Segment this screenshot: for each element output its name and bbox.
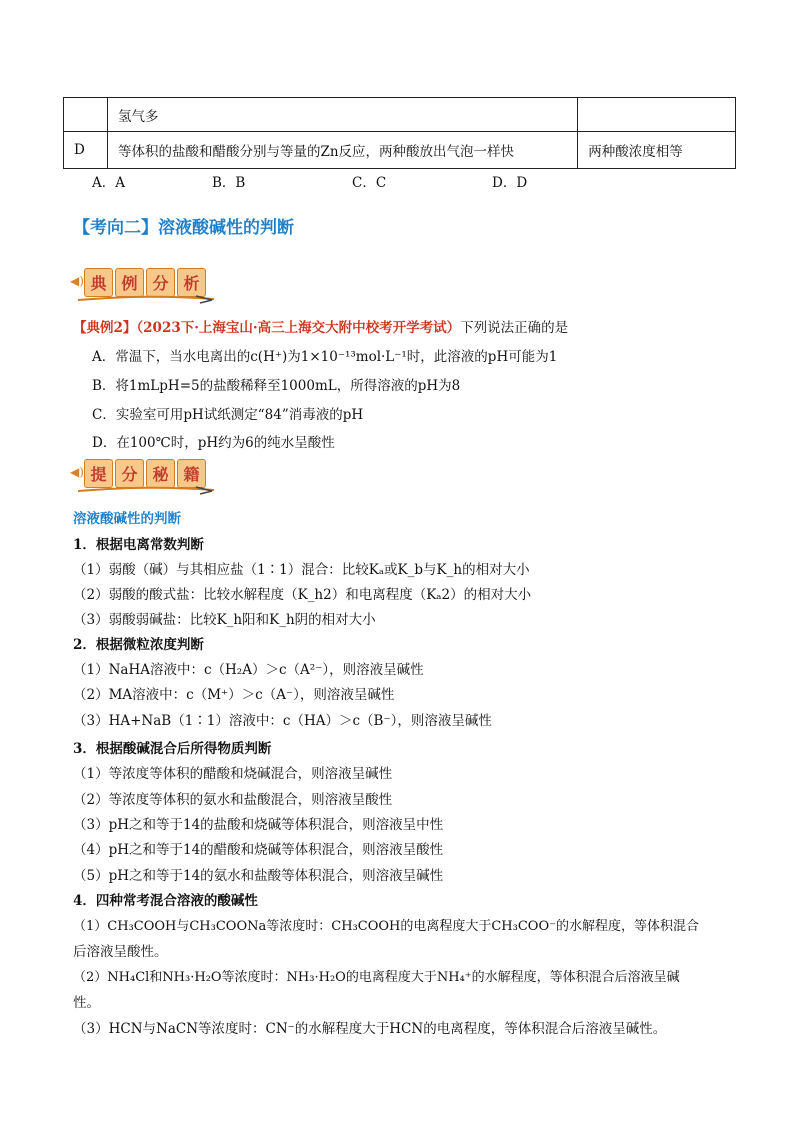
banner-char: 例 xyxy=(115,268,144,297)
banner-char: 析 xyxy=(177,268,206,297)
option-b[interactable]: B．将1mLpH=5的盐酸稀释至1000mL，所得溶液的pH为8 xyxy=(92,378,461,394)
swoosh-decoration xyxy=(76,294,216,304)
example-analysis-banner xyxy=(70,268,230,304)
option-c[interactable]: C．实验室可用pH试纸测定“84”消毒液的pH xyxy=(92,407,364,423)
example-header xyxy=(73,316,568,336)
tip-line: （4）pH之和等于14的醋酸和烧碱等体积混合，则溶液呈酸性 xyxy=(73,842,444,858)
tip-line: （1）等浓度等体积的醋酸和烧碱混合，则溶液呈碱性 xyxy=(73,766,393,782)
tip-line: （3）pH之和等于14的盐酸和烧碱等体积混合，则溶液呈中性 xyxy=(73,817,444,833)
speaker-icon: ◀) xyxy=(70,274,84,288)
tips-heading: 溶液酸碱性的判断 xyxy=(73,511,181,527)
tip-line: 后溶液呈酸性。 xyxy=(73,944,168,960)
tip-line: （3）HA+NaB（1∶1）溶液中：c（HA）＞c（B⁻），则溶液呈碱性 xyxy=(73,713,492,729)
tip-line: （1）NaHA溶液中：c（H₂A）＞c（A²⁻），则溶液呈碱性 xyxy=(73,662,424,678)
example-question: 下列说法正确的是 xyxy=(460,320,569,336)
banner-char: 分 xyxy=(115,459,144,488)
tip-line: 性。 xyxy=(73,995,100,1011)
choice-d[interactable]: D．D xyxy=(492,175,528,191)
example-tag: 【典例2】 xyxy=(73,320,137,336)
tip-line: （3）弱酸弱碱盐：比较K_h阳和K_h阴的相对大小 xyxy=(73,612,376,628)
tip-line: （2）NH₄Cl和NH₃·H₂O等浓度时：NH₃·H₂O的电离程度大于NH₄⁺的水解程度，等体积混合后溶液呈碱 xyxy=(73,970,680,985)
choice-a[interactable]: A．A xyxy=(92,175,125,191)
banner-char: 典 xyxy=(84,268,113,297)
table-cell xyxy=(578,98,736,132)
table-cell: 等体积的盐酸和醋酸分别与等量的Zn反应，两种酸放出气泡一样快 xyxy=(107,132,577,169)
banner-char: 秘 xyxy=(146,459,175,488)
tip-line: （2）等浓度等体积的氨水和盐酸混合，则溶液呈酸性 xyxy=(73,792,393,808)
banner-char: 分 xyxy=(146,268,175,297)
answer-table xyxy=(63,97,736,169)
table-cell: 两种酸浓度相等 xyxy=(578,132,736,169)
tip-line: （5）pH之和等于14的氨水和盐酸等体积混合，则溶液呈碱性 xyxy=(73,868,444,884)
banner-char: 籍 xyxy=(177,459,206,488)
speaker-icon: ◀) xyxy=(70,465,84,479)
table-cell: 氢气多 xyxy=(107,98,577,132)
tip-line: （3）HCN与NaCN等浓度时：CN⁻的水解程度大于HCN的电离程度，等体积混合后溶液呈碱性。 xyxy=(73,1021,667,1037)
subheading-3: 3．根据酸碱混合后所得物质判断 xyxy=(73,741,272,757)
table-cell xyxy=(64,98,108,132)
swoosh-decoration xyxy=(76,485,216,495)
example-source: （2023下·上海宝山·高三上海交大附中校考开学考试） xyxy=(136,320,461,336)
banner-char: 提 xyxy=(84,459,113,488)
section-title: 【考向二】溶液酸碱性的判断 xyxy=(73,218,294,238)
table-cell: D xyxy=(64,132,108,169)
table-row xyxy=(64,98,736,132)
option-a[interactable]: A．常温下，当水电离出的c(H⁺)为1×10⁻¹³mol·L⁻¹时，此溶液的pH可能为1 xyxy=(92,349,558,365)
subheading-2: 2．根据微粒浓度判断 xyxy=(73,637,204,653)
tip-line: （1）弱酸（碱）与其相应盐（1∶1）混合：比较Kₐ或K_b与K_h的相对大小 xyxy=(73,562,530,578)
tip-line: （2）MA溶液中：c（M⁺）＞c（A⁻），则溶液呈碱性 xyxy=(73,687,395,703)
option-d[interactable]: D．在100℃时，pH约为6的纯水呈酸性 xyxy=(92,435,335,451)
choice-c[interactable]: C．C xyxy=(352,175,387,191)
subheading-4: 4．四种常考混合溶液的酸碱性 xyxy=(73,893,258,909)
subheading-1: 1．根据电离常数判断 xyxy=(73,537,204,553)
choice-b[interactable]: B．B xyxy=(212,175,246,191)
tip-line: （2）弱酸的酸式盐：比较水解程度（K_h2）和电离程度（Kₐ2）的相对大小 xyxy=(73,587,532,603)
table-row xyxy=(64,132,736,169)
tips-banner xyxy=(70,459,230,495)
tip-line: （1）CH₃COOH与CH₃COONa等浓度时：CH₃COOH的电离程度大于CH₃COO⁻的水解程度，等体积混合 xyxy=(73,919,699,934)
